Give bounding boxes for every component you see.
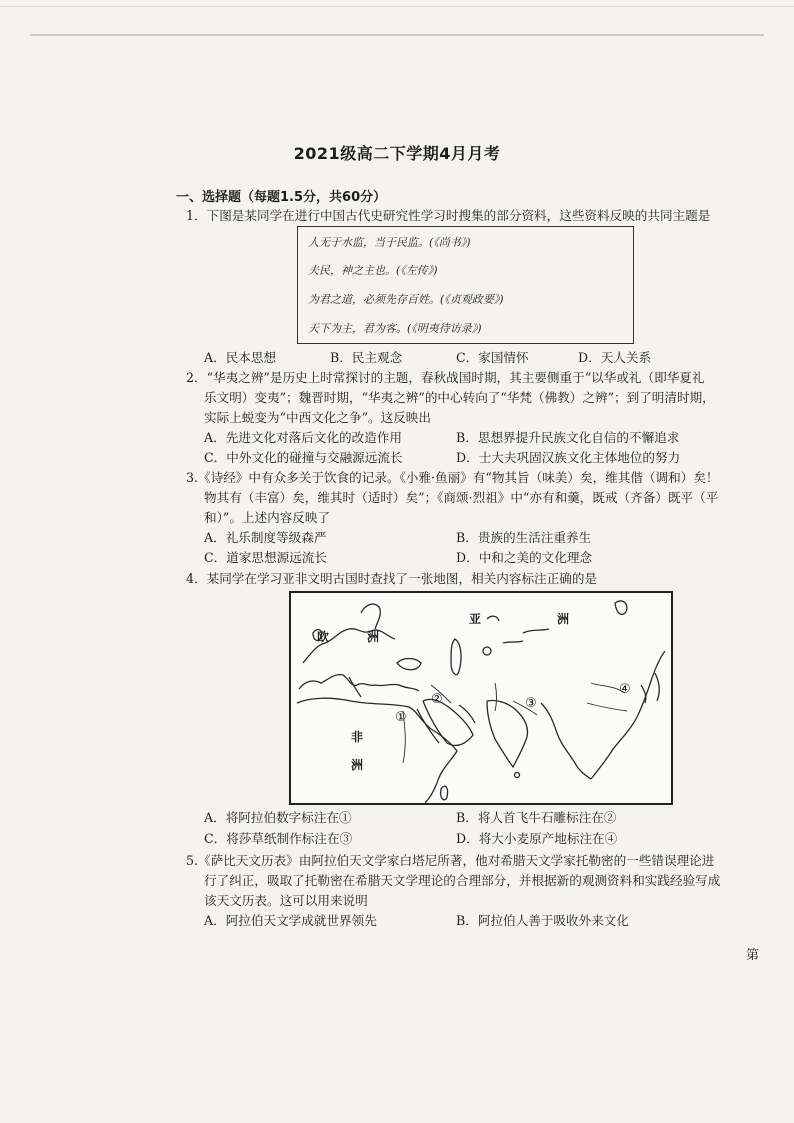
italy-peninsula [349, 677, 361, 697]
q3-option-a[interactable]: A．礼乐制度等级森严 [204, 530, 327, 545]
marker-3: ③ [525, 696, 537, 711]
korea-peninsula [641, 685, 646, 703]
q5-option-b[interactable]: B．阿拉伯人善于吸收外来文化 [456, 913, 629, 928]
scan-edge-line [0, 6, 794, 7]
q2-option-d[interactable]: D．士大夫巩固汉族文化主体地位的努力 [456, 450, 681, 465]
q3-option-d[interactable]: D．中和之美的文化理念 [456, 550, 593, 565]
q4-map [289, 591, 673, 805]
q1-option-d[interactable]: D．天人关系 [578, 350, 652, 365]
yangtze-river [587, 703, 627, 711]
q2-line-2: 乐文明）变夷”；魏晋时期，“华夷之辨”的中心转向了“华梵（佛教）之辨”；到了明清时期， [204, 390, 715, 405]
q5-line-2: 行了纠正，吸取了托勒密在希腊天文学理论的合理部分，并根据新的观测资料和实践经验写成 [204, 873, 721, 888]
arctic-island [615, 601, 627, 614]
q3-line-1: 3.《诗经》中有众多关于饮食的记录。《小雅·鱼丽》有“物其旨（味美）矣，维其偕（调和）矣！ [186, 470, 719, 485]
q3-option-c[interactable]: C．道家思想源远流长 [204, 550, 327, 565]
marker-1: ① [395, 710, 407, 725]
q2-option-c[interactable]: C．中外文化的碰撞与交融源远流长 [204, 450, 403, 465]
q4-option-a[interactable]: A．将阿拉伯数字标注在① [204, 810, 352, 825]
q1-quote-4: 天下为主，君为客。(《明夷待访录》) [308, 322, 482, 335]
q3-line-3: 和）”。上述内容反映了 [204, 510, 331, 525]
sri-lanka [515, 773, 520, 778]
southeast-asia-coast [541, 703, 591, 779]
section-heading: 一、选择题（每题1.5分，共60分） [176, 190, 387, 205]
label-asia-1: 亚 [469, 612, 482, 626]
q1-quote-box [297, 226, 634, 344]
q2-line-3: 实际上蜕变为“中西文化之争”。这反映出 [204, 410, 431, 425]
q1-quote-1: 人无于水监，当于民监。(《尚书》) [308, 236, 471, 249]
q5-line-1: 5.《萨比天文历表》由阿拉伯天文学家白塔尼所著，他对希腊天文学家托勒密的一些错误理论进 [186, 853, 715, 868]
east-asia-coast [591, 651, 665, 779]
india-outline [487, 700, 528, 767]
exam-title: 2021级高二下学期4月月考 [293, 144, 501, 163]
madagascar [441, 786, 448, 800]
africa-outline [297, 698, 457, 803]
q3-option-b[interactable]: B．贵族的生活注重养生 [456, 530, 592, 545]
q1-option-a[interactable]: A．民本思想 [204, 350, 277, 365]
aral-sea [483, 647, 491, 655]
label-europe-1: 欧 [317, 630, 330, 644]
arctic-coast-2 [523, 629, 549, 633]
arctic-coast-1 [487, 616, 499, 621]
q1-quote-2: 夫民，神之主也。(《左传》) [308, 264, 438, 277]
caspian-sea [451, 639, 461, 675]
q2-line-1: 2．“华夷之辨”是历史上时常探讨的主题，春秋战国时期，其主要侧重于“以华或礼（即华夏礼 [186, 370, 705, 385]
q2-option-a[interactable]: A．先进文化对落后文化的改造作用 [204, 430, 403, 445]
persian-gulf [459, 705, 475, 723]
scandinavia-outline [361, 604, 380, 629]
marker-4: ④ [619, 682, 631, 697]
q1-option-b[interactable]: B．民主观念 [330, 350, 403, 365]
q1-option-c[interactable]: C．家国情怀 [456, 350, 529, 365]
q5-option-a[interactable]: A．阿拉伯天文学成就世界领先 [204, 913, 377, 928]
scan-top-line [30, 34, 764, 36]
q4-option-c[interactable]: C．将莎草纸制作标注在③ [204, 831, 353, 846]
q2-option-b[interactable]: B．思想界提升民族文化自信的不懈追求 [456, 430, 680, 445]
label-europe-2: 洲 [367, 630, 380, 644]
q1-stem: 1．下图是某同学在进行中国古代史研究性学习时搜集的部分资料，这些资料反映的共同主题是 [186, 208, 711, 223]
page-number-mark: 第 [746, 948, 760, 963]
label-africa-1: 非 [351, 730, 364, 744]
q3-line-2: 物其有（丰富）矣，维其时（适时）矣”；《商颂·烈祖》中“亦有和羹，既戒（齐备）既平（平 [204, 490, 719, 505]
q1-quote-3: 为君之道，必须先存百姓。(《贞观政要》) [308, 293, 504, 306]
q4-stem: 4．某同学在学习亚非文明古国时查找了一张地图，相关内容标注正确的是 [186, 571, 598, 586]
map-drawing [291, 593, 671, 803]
label-africa-2: 洲 [351, 758, 364, 772]
q5-line-3: 该天文历表。这可以用来说明 [204, 893, 368, 908]
japan-islands [655, 673, 659, 701]
mediterranean-north [299, 675, 419, 691]
q4-option-d[interactable]: D．将大小麦原产地标注在④ [456, 831, 618, 846]
label-asia-2: 洲 [557, 612, 570, 626]
black-sea [397, 659, 421, 670]
q4-option-b[interactable]: B．将人首飞牛石雕标注在② [456, 810, 617, 825]
indus-river [495, 683, 497, 711]
marker-2: ② [431, 692, 443, 707]
lake-balkhash [503, 641, 523, 643]
